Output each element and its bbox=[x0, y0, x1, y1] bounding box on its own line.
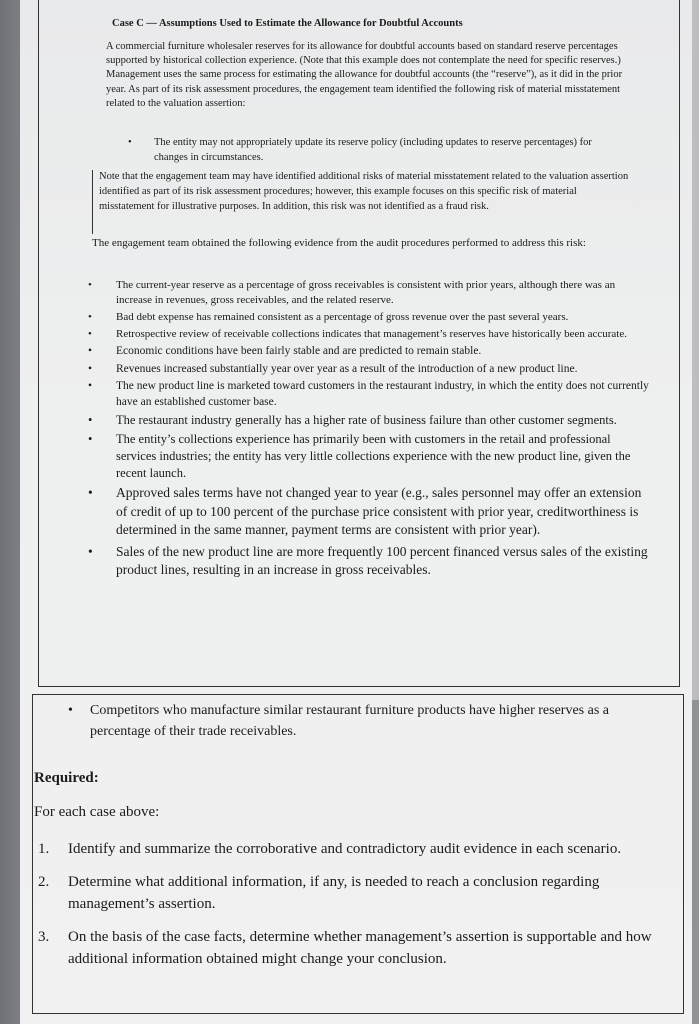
risk-text: The entity may not appropriately update its reserve policy (including updates to reserve percentages) for changes in circumstances. bbox=[154, 137, 592, 163]
document-page bbox=[20, 0, 692, 1024]
question-text: Determine what additional information, if any, is needed to reach a conclusion regarding management’s assertion. bbox=[68, 874, 600, 912]
question-item bbox=[38, 926, 668, 970]
question-item bbox=[38, 871, 668, 915]
list-item: • Retrospective review of receivable collections indicates that management’s reserves have historically been accurate. bbox=[82, 327, 652, 342]
note-text: Note that the engagement team may have identified additional risks of material misstatement related to the valuation assertion identified as part of its risk assessment procedures; however, this example focuses on this specific risk of material misstatement for illustrative purposes. In addition, this risk was not identified as a fraud risk. bbox=[99, 171, 629, 212]
question-number: 2. bbox=[38, 874, 50, 890]
list-item: • The entity’s collections experience has primarily been with customers in the retail and professional services industries; the entity has very little collections experience with the new product line, given the recent launch. bbox=[82, 431, 652, 482]
instructions-text: For each case above: bbox=[34, 804, 160, 820]
competitor-list bbox=[68, 700, 658, 742]
evidence-list bbox=[82, 278, 652, 583]
question-text: Identify and summarize the corroborative and contradictory audit evidence in each scenario. bbox=[68, 841, 622, 857]
case-title: Case C — Assumptions Used to Estimate the Allowance for Doubtful Accounts bbox=[112, 18, 463, 29]
question-text: On the basis of the case facts, determine whether management’s assertion is supportable and how additional information obtained might change your conclusion. bbox=[68, 929, 652, 967]
list-item: • The new product line is marketed toward customers in the restaurant industry, in which the entity does not currently have an established customer base. bbox=[82, 379, 652, 410]
list-item: • Economic conditions have been fairly stable and are predicted to remain stable. bbox=[82, 344, 652, 360]
questions-list bbox=[38, 838, 668, 981]
evidence-intro: The engagement team obtained the following evidence from the audit procedures performed to address this risk: bbox=[92, 237, 586, 249]
list-item: • Approved sales terms have not changed year to year (e.g., sales personnel may offer an extension of credit of up to 100 percent of the purchase price consistent with prior year, creditworthiness is determined in the same manner, payment terms are consistent with prior year). bbox=[82, 484, 652, 540]
list-item: • Competitors who manufacture similar restaurant furniture products have higher reserves as a percentage of their trade receivables. bbox=[68, 700, 658, 742]
question-number: 3. bbox=[38, 929, 50, 945]
list-item: • Revenues increased substantially year over year as a result of the introduction of a new product line. bbox=[82, 362, 652, 378]
question-item bbox=[38, 838, 668, 860]
list-item: • The restaurant industry generally has a higher rate of business failure than other customer segments. bbox=[82, 412, 652, 429]
list-item: • Bad debt expense has remained consistent as a percentage of gross revenue over the past several years. bbox=[82, 310, 652, 325]
list-item: • The current-year reserve as a percentage of gross receivables is consistent with prior years, although there was an increase in revenues, gross receivables, and the related reserve. bbox=[82, 278, 652, 308]
risk-item bbox=[128, 136, 616, 165]
bullet-glyph: • bbox=[128, 137, 132, 148]
risk-list bbox=[128, 136, 616, 165]
note-callout bbox=[92, 170, 629, 234]
intro-paragraph: A commercial furniture wholesaler reserves for its allowance for doubtful accounts based on standard reserve percentages supported by historical collection experience. (Note that this example does not contemplate the need for specific reserves.) Management uses the same process for estimating the allowance for doubtful accounts (the “reserve”), as it did in the prior year. As part of its risk assessment procedures, the engagement team identified the following risk of material misstatement related to the valuation assertion: bbox=[106, 41, 623, 109]
required-heading: Required: bbox=[34, 770, 99, 786]
list-item: • Sales of the new product line are more frequently 100 percent financed versus sales of the existing product lines, resulting in an increase in gross receivables. bbox=[82, 543, 652, 580]
question-number: 1. bbox=[38, 841, 50, 857]
